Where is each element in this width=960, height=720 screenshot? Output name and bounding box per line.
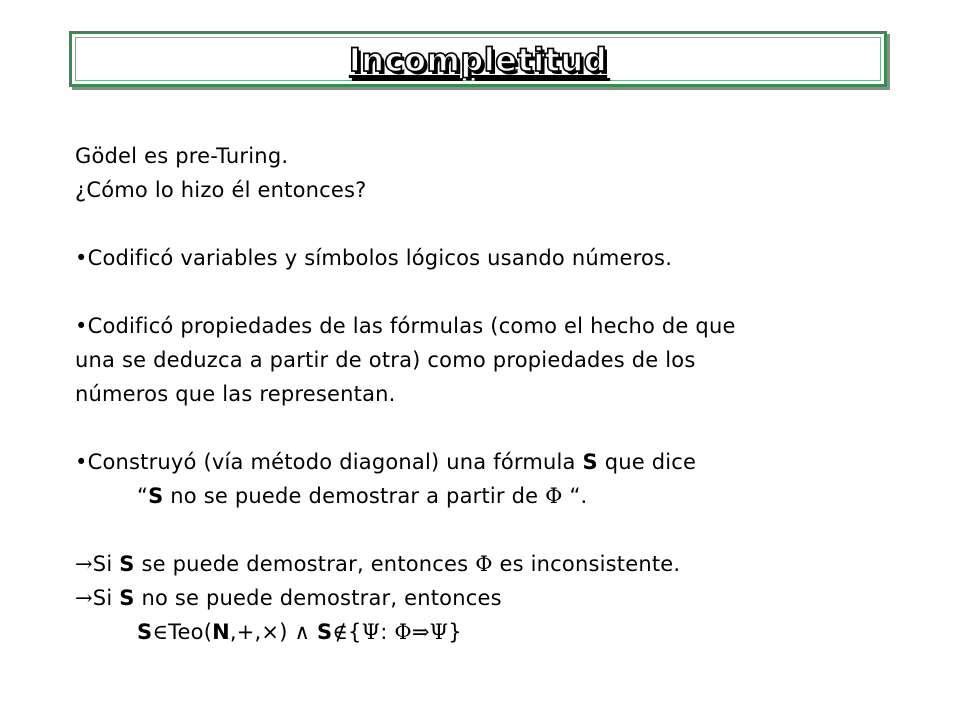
psi-symbol: Ψ xyxy=(429,620,449,644)
set-open-brace: { xyxy=(348,620,362,644)
conclusion-formula xyxy=(75,615,945,649)
implication-2-pre: Si xyxy=(92,586,120,610)
bullet-3-line-1 xyxy=(75,445,945,479)
formula-s-variable: S xyxy=(582,450,598,474)
formula-s-variable: S xyxy=(316,620,333,644)
phi-symbol: Φ xyxy=(394,620,412,644)
bullet-2-line-2: una se deduzca a partir de otra) como propiedades de los xyxy=(75,348,696,372)
implication-1 xyxy=(75,547,945,581)
implication-1-pre: Si xyxy=(92,552,120,576)
spacer xyxy=(75,513,945,547)
not-element-of-symbol: ∉ xyxy=(332,620,349,644)
spacer xyxy=(75,275,945,309)
formula-s-variable: S xyxy=(119,552,135,576)
formula-s-variable: S xyxy=(148,484,164,508)
right-arrow-icon: → xyxy=(75,586,93,610)
quote-open-mark: “ xyxy=(137,484,149,508)
phi-symbol: Φ xyxy=(545,484,563,508)
intro-line-2: ¿Cómo lo hizo él entonces? xyxy=(75,178,367,202)
set-close-brace: } xyxy=(448,620,462,644)
logical-and-symbol: ∧ xyxy=(287,620,317,644)
spacer xyxy=(75,207,945,241)
bullet-3-text-post: que dice xyxy=(597,450,697,474)
implies-symbol: ⇒ xyxy=(411,620,430,644)
bullet-3-text-pre: •Construyó (vía método diagonal) una fórmula xyxy=(75,450,583,474)
implication-2-post: no se puede demostrar, entonces xyxy=(134,586,502,610)
formula-s-variable: S xyxy=(137,620,153,644)
psi-symbol: Ψ xyxy=(361,620,381,644)
implication-2 xyxy=(75,581,945,615)
teo-text: Teo( xyxy=(168,620,213,644)
spacer xyxy=(75,411,945,445)
quote-close-mark: “. xyxy=(562,484,588,508)
slide-title: Incompletitud xyxy=(348,41,608,79)
title-banner xyxy=(69,31,887,87)
naturals-symbol: N xyxy=(212,620,230,644)
intro-line-1: Gödel es pre-Turing. xyxy=(75,144,289,168)
operations-text: ,+,×) xyxy=(229,620,288,644)
bullet-3-quote xyxy=(75,479,945,513)
element-of-symbol: ∈ xyxy=(152,620,169,644)
bullet-2-line-1: •Codificó propiedades de las fórmulas (como el hecho de que xyxy=(75,314,736,338)
slide-body xyxy=(75,139,945,649)
right-arrow-icon: → xyxy=(75,552,93,576)
phi-symbol: Φ xyxy=(475,552,493,576)
formula-s-variable: S xyxy=(119,586,135,610)
implication-1-mid: se puede demostrar, entonces xyxy=(134,552,476,576)
colon-text: : xyxy=(380,620,395,644)
implication-1-post: es inconsistente. xyxy=(492,552,681,576)
bullet-2-line-3: números que las representan. xyxy=(75,382,396,406)
bullet-1: •Codificó variables y símbolos lógicos usando números. xyxy=(75,246,673,270)
quote-text: no se puede demostrar a partir de xyxy=(163,484,546,508)
